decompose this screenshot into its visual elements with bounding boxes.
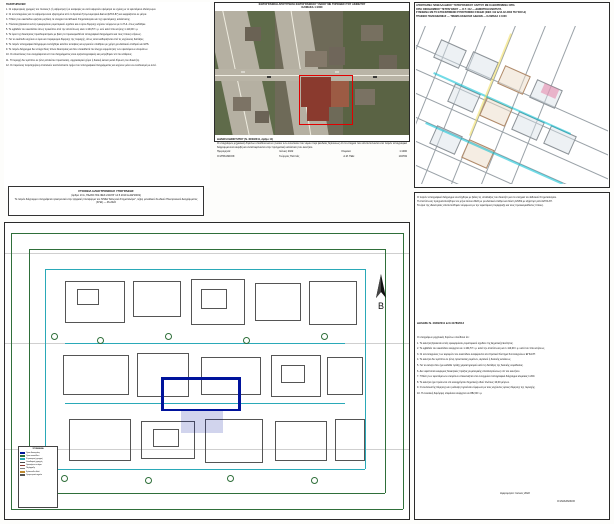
declaration-top-notes	[417, 196, 607, 207]
aerial-subtitle-text: ΚΛΙΜΑΚΑ 1:1000	[301, 6, 323, 10]
observation-paragraph: 7. Για το οικόπεδο ισχύουν οι όροι και περιορισμοί δόμησης της περιοχής, όπως αυτοί καθορίζονται από τις ισχύουσες διατάξεις.	[6, 38, 145, 42]
observation-paragraph: 12. Οι παρούσες παρατηρήσεις αποτελούν αναπόσπαστο τμήμα του τοπογραφικού διαγράμματος και ισχύουν μόνο σε συνδυασμό με αυτό.	[6, 63, 157, 67]
declaration-paragraph: 1. Το ακίνητο βρίσκεται εντός εγκεκριμένου ρυμοτομικού σχεδίου της Δημοτικής Ενότητας.	[417, 341, 514, 345]
cadastral-map-image	[416, 26, 608, 184]
declaration-note: Ο παρόν τοπογραφικό διάγραμμα συντάχθηκε με βάση τις υποδείξεις του ιδιοκτήτη και τα στοιχεία του Εθνικού Κτηματολογίου.	[417, 196, 557, 199]
declaration-paragraph: 8. Το ακίνητο έχει πρόσωπο επί κοινοχρήστου δημοτικής οδού πλάτους 10,00 μέτρων.	[417, 380, 510, 384]
legend-swatch	[20, 462, 25, 464]
aerial-caption	[214, 137, 410, 189]
observation-paragraph: 8. Το παρόν τοπογραφικό διάγραμμα συντάχθηκε κατόπιν αυτοψίας και εργασιών υπαίθρου με χρήση γεωδαιτικού σταθμού και GPS.	[6, 43, 150, 47]
declaration-date	[500, 492, 530, 495]
observation-paragraph: 9. Το παρόν διάγραμμα δεν επέχει θέση τίτλου ιδιοκτησίας και δεν υποκαθιστά τον έλεγχο νομιμότητας των υφιστάμενων κτισμάτων.	[6, 48, 149, 52]
site-plan-drawing	[5, 223, 409, 519]
legend-swatch	[20, 455, 25, 457]
north-arrow-icon	[370, 272, 392, 312]
declaration-date-label: Ημερομηνία:	[500, 492, 515, 495]
stamp-body: Το παρόν διάγραμμα υπογράφεται ηλεκτρονικά στην ψηφιακή πλατφόρμα του ΝΠΔΔ "Ελληνικό Κτηματολόγιο", λήψη μοναδικού Κωδικού Ηλεκτρονικού Διαγράμματος (ΚΗΔ) — 46-2022	[14, 198, 198, 204]
declaration-heading: ΔΗΛΩΣΗ Ν. 4030/2011 & Ν.4178/2013	[417, 322, 464, 325]
legend-swatch	[20, 465, 25, 467]
parcel-highlight-box	[299, 75, 353, 125]
declaration-paragraph: 10. Η συνολική δομήσιμη επιφάνεια ανέρχεται σε 882,00 τ.μ.	[417, 391, 483, 395]
declaration-paragraph: 9. Ο συντελεστής δόμησης και η κάλυψη τηρούνται σύμφωνα με τους ισχύοντες όρους δόμησης της περιοχής.	[417, 386, 536, 390]
legend-title: ΥΠΟΜΝΗΜΑ	[32, 448, 44, 450]
declaration-paragraph: 6. Δεν υφίστανται εκκρεμείς διοικητικές πράξεις ρυμοτομικής απαλλοτριώσεως επί του ακινήτου.	[417, 369, 520, 373]
aerial-photo-image	[215, 11, 409, 135]
cadastral-title-line: ΣΥΜΦΩΝΑ ΜΕ ΤΟ ΕΓΚΕΚΡΙΜΕΝΟ ΡΥΜΟΤΟΜΙΚΟ ΣΧΕΔΙΟ (ΦΕΚ 412 Δ/14-02-2002 ΤΕΥΧΟΣ Δ)	[416, 11, 527, 15]
plan-legend	[18, 446, 58, 508]
observation-paragraph: 6. Τα όρια της ιδιοκτησίας προσδιορίστηκαν με βάση τα προσκομισθέντα τοπογραφικά διαγράμματα και τους τίτλους κτήσεως.	[6, 33, 142, 37]
observation-paragraph: 11. Η περιοχή δεν εμπίπτει σε ζώνη απολύτου προστασίας, αρχαιολογικό χώρο ή δασική έκταση κατά δήλωση του ιδιοκτήτη.	[6, 58, 140, 62]
observation-paragraph: 3. Η θέση του οικοπέδου ορίζεται με βάση τα στοιχεία του Εθνικού Κτηματολογίου και της υφιστάμενης κατάστασης.	[6, 17, 131, 21]
legend-label: Όριο οικοπέδου	[26, 454, 40, 457]
legend-label: Υφιστάμενο κτίσμα	[26, 464, 42, 467]
observation-paragraph: 1. Οι υψομετρικές γραμμές του πίνακος 1 (ή υψόμετρα) ή οι αναφορές σε αυτά αφορούν υψόμετρα σε σχέση με το υφιστάμενο οδόστρωμα.	[6, 7, 157, 11]
legend-label: Κράσπεδο οδού	[26, 470, 40, 473]
legend-swatch	[20, 458, 25, 460]
legend-label: Υψομετρικό σημείο	[26, 473, 42, 476]
legend-item	[20, 474, 56, 477]
declaration-paragraph: 5. Για το ακίνητο δεν έχει εκδοθεί πράξη χαρακτηρισμού κατά τις διατάξεις της δασικής νομοθεσίας.	[417, 363, 524, 367]
declaration-note: Τα όρια της ιδιοκτησίας αποτυπώθηκαν σύμφωνα με την υφιστάμενη περίφραξη και τους προσκομισθέντες τίτλους.	[417, 203, 544, 207]
legend-swatch	[20, 474, 25, 476]
subject-parcel-boundary	[238, 377, 241, 411]
declaration-paragraph: 7. Η θέση των υφιστάμενων κτισμάτων απεικονίζεται στο συνημμένο τοπογραφικό διάγραμμα κλίμακας 1:200.	[417, 375, 536, 379]
aerial-field-label: Ημερομηνία:	[217, 150, 231, 154]
legend-swatch	[20, 452, 25, 454]
aerial-caption-title: ΔΗΛΩΣΗ ΙΔΙΟΚΤΗΤΟΥ (Ν. 4030/2011, άρθρο 11)	[217, 138, 274, 141]
declaration-paragraph: 3. Οι συντεταγμένες των κορυφών του οικοπέδου αναφέρονται στο Κρατικό Σύστημα Συντεταγμένων ΕΓΣΑ 87.	[417, 352, 536, 356]
cadastral-title-line: ΓΡΑΦΕΙΟ ΠΟΛΕΟΔΟΜΙΑΣ — ΤΜΗΜΑ ΕΚΔΟΣΗΣ ΑΔΕΙΩΝ — ΚΛΙΜΑΚΑ 1:1000	[416, 14, 507, 18]
aerial-field-value: 104782	[398, 155, 407, 158]
legend-label: Όριο ιδιοκτησίας	[26, 451, 40, 454]
cadastral-title-line: ΟΡΙΑ ΟΙΚΟΔΟΜΙΚΟΥ ΤΕΤΡΑΓΩΝΟΥ — Ο.Τ. 412 — ΔΗΜΟΤΙΚΗ ΕΝΟΤΗΤΑ	[416, 7, 502, 11]
electronic-signature-stamp	[8, 186, 204, 216]
observation-paragraph: 10. Οι αποστάσεις που αναγράφονται επί του διαγράμματος είναι οριζοντιογραφικές και μετρήθηκαν επί του εδάφους.	[6, 53, 133, 57]
observation-paragraph: 4. Η έκταση βρίσκεται εντός εγκεκριμένου ρυμοτομικού σχεδίου και οι όροι δόμησης ισχύουν σύμφωνα με το Π.Δ. όπως εκδόθηκε.	[6, 22, 147, 26]
declaration-signature: Ο ΜΗΧΑΝΙΚΟΣ	[556, 500, 576, 503]
aerial-field-label: Α.Μ. ΤΕΕ:	[343, 155, 355, 158]
legend-swatch	[20, 468, 25, 470]
declaration-note: Η αποτύπωση πραγματοποιήθηκε τον μήνα Ιούνιο 2022 με γεωδαιτικό σταθμό και δέκτη GNSS με εξάρτηση από ΕΓΣΑ 87.	[417, 199, 553, 203]
aerial-field-value: 1:1000	[399, 150, 407, 154]
declaration-paragraph: Ο υπογράφων μηχανικός δηλώνω υπεύθυνα ότι:	[417, 336, 470, 339]
subject-parcel-boundary	[161, 377, 164, 411]
legend-label: Ρυμοτομική γραμμή	[26, 457, 43, 460]
aerial-field-value: Γεώργιος Παππάς	[279, 155, 300, 158]
legend-label: Περίφραξη	[26, 467, 35, 470]
aerial-caption-body: Ο υπογράφων μηχανικός δηλώνω υπεύθυνα και εν γνώσει των συνεπειών του νόμου περί ψευδούς δηλώσεως ότι τα στοιχεία που αποτυπώνονται στο παρόν τοπογραφικό διάγραμμα είναι ακριβή και ανταποκρίνονται στην πραγματική κατάσταση του ακινήτου.	[217, 141, 407, 149]
declaration-paragraph: 4. Το ακίνητο δεν εμπίπτει σε ζώνη προστασίας ρεμάτων, αιγιαλού ή δασικής εκτάσεως.	[417, 358, 512, 362]
aerial-field-value: Ιούνιος 2022	[279, 150, 294, 154]
observation-paragraph: 2. Οι συντεταγμένες και τα υψόμετρα είναι εξαρτημένα από το Κρατικό Τριγωνομετρικό Δίκτυο (ΕΓΣΑ 87) και εκφράζονται σε μέτρα.	[6, 12, 147, 16]
declaration-paragraph: 2. Το εμβαδόν του οικοπέδου ανέρχεται σε 1.104,57 τ.μ. κατά την αποτύπωση και 1.110,00 τ.μ. κατά τον τίτλο κτήσεως.	[417, 347, 546, 351]
legend-label: Οικοδομική γραμμή	[26, 461, 43, 464]
cadastral-map-title	[416, 4, 608, 19]
aerial-panel-title	[214, 2, 410, 11]
declaration-date-value: Ιούνιος 2022	[515, 492, 530, 495]
declaration-body	[417, 336, 607, 486]
observations-heading: ΠΑΡΑΤΗΡΗΣΕΙΣ	[6, 3, 26, 6]
stamp-title: ΣΤΟΙΧΕΙΑ ΗΛΕΚΤΡΟΝΙΚΗΣ ΥΠΟΓΡΑΦΗΣ	[78, 189, 134, 193]
legend-swatch	[20, 471, 25, 473]
cadastral-title-line: ΑΠΟΣΠΑΣΜΑ ΠΑΝΕΛΛΑΔΙΚΟΥ ΤΟΠΟΓΡΑΦΙΚΟΥ ΧΑΡΤΟΥ ΜΕ ΚΑΘΟΡΙΣΜΕΝΑ ΟΡΙΑ	[416, 4, 515, 7]
aerial-title-text: ΦΩΤΟΓΡΑΦΙΚΗ ΑΠΟΤΥΠΩΣΗ ΦΩΤΟΓΡΑΦΙΚΟΥ ΥΛΙΚΟΥ ΜΕ ΤΟΠΟΘΕΣΙ ΤΟΥ ΑΚΙΝΗΤΟΥ	[258, 3, 366, 6]
observations-block	[4, 2, 210, 188]
subject-parcel-boundary	[161, 377, 241, 380]
svg-text:Β: Β	[377, 301, 385, 311]
aerial-field-label: Ο ΜΗΧΑΝΙΚΟΣ:	[217, 155, 236, 158]
stamp-subtitle: (άρθρο 13 Α, ΠΔ/2017/02-ΦΕΚ 2218 Β' 14.5.2019 & ΔΔΠ2019)	[71, 194, 141, 197]
aerial-field-label: Κλίμακα:	[341, 150, 352, 154]
observation-paragraph: 5. Το εμβαδόν του οικοπέδου όπως προκύπτει από την αποτύπωση είναι 1.104,57 τ.μ. ενώ κατά τίτλο κτήσης 1.110,00 τ.μ.	[6, 28, 139, 32]
